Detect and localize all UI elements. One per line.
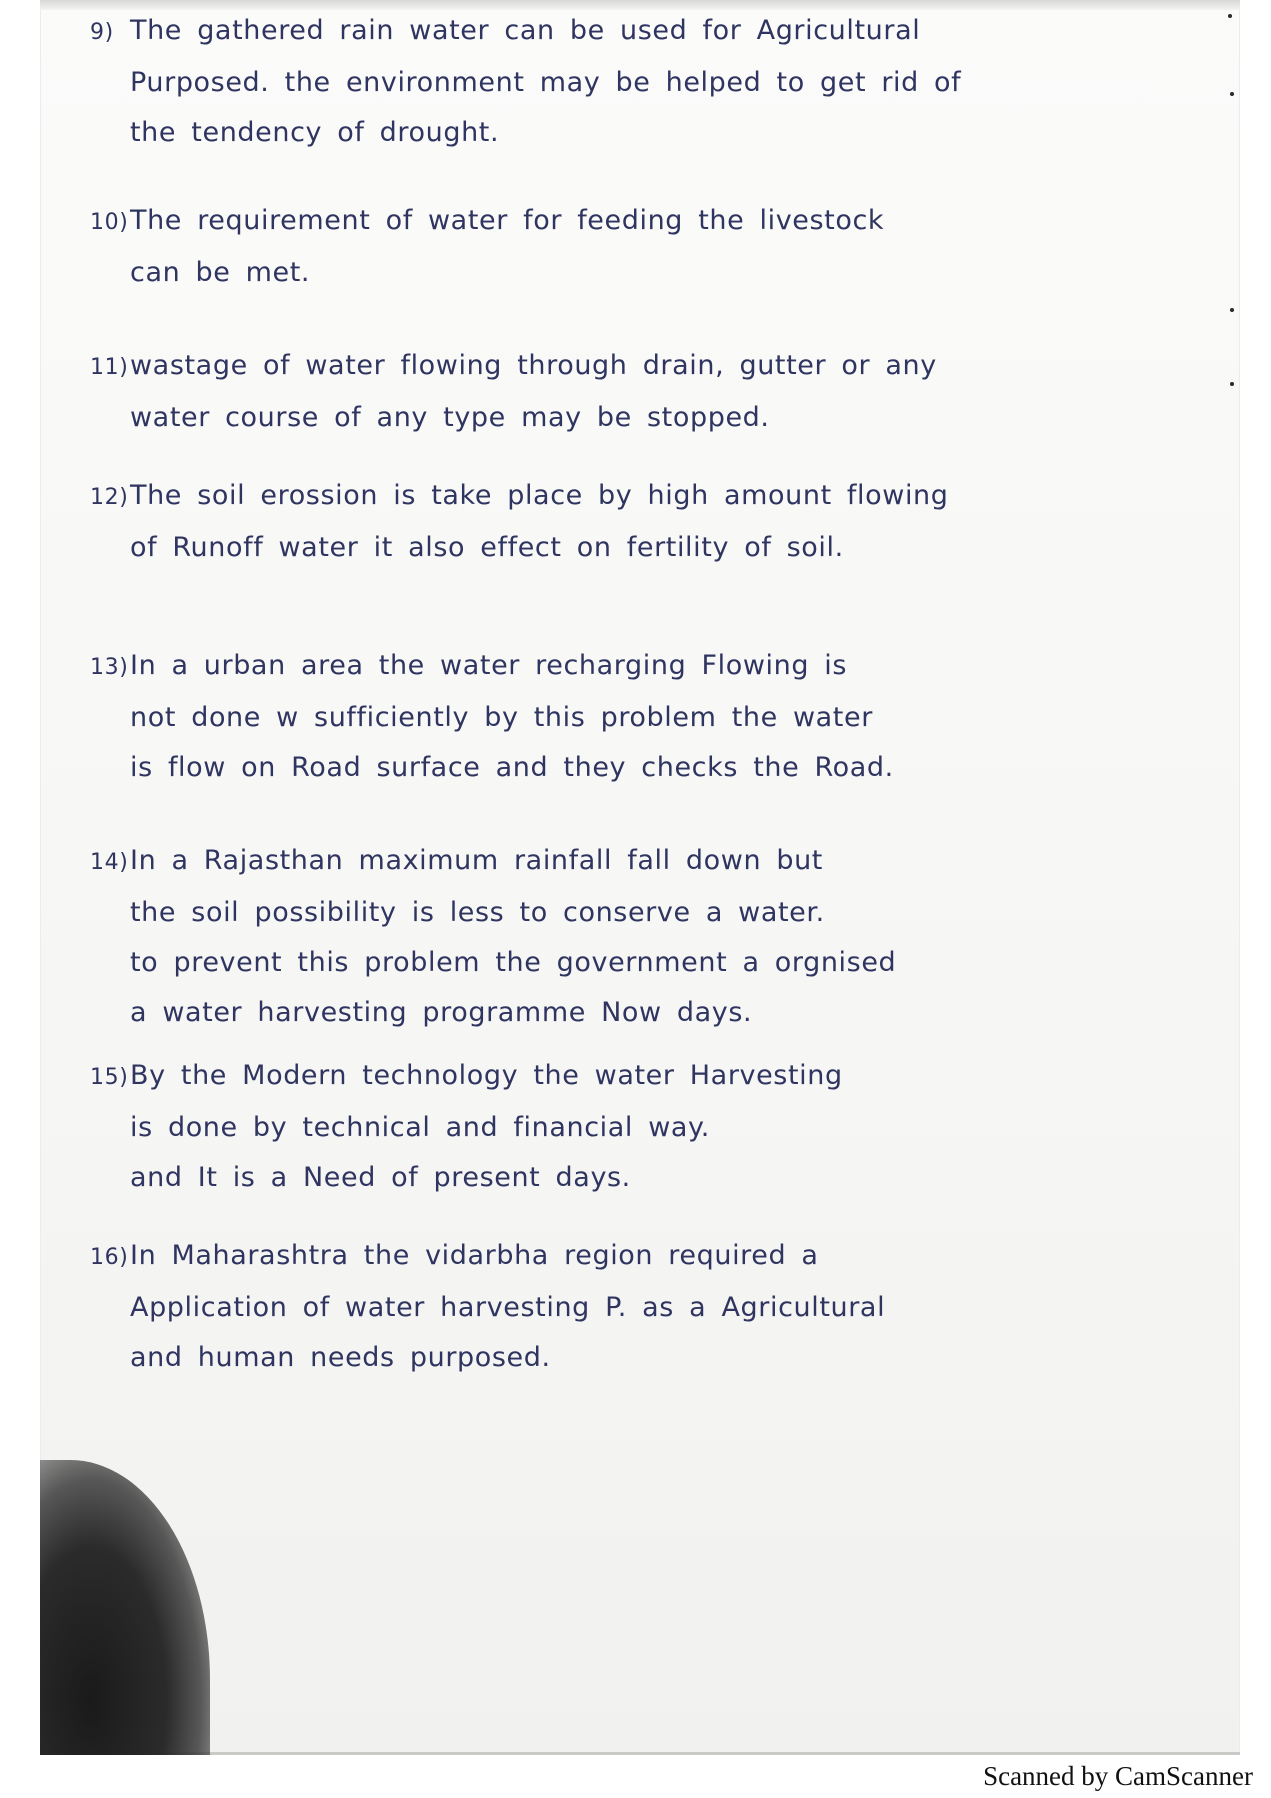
note-number: 13) (90, 655, 129, 680)
note-text-line: The soil erossion is take place by high amount flowing (130, 480, 949, 511)
note-text-line: In Maharashtra the vidarbha region required a (130, 1240, 819, 1271)
scan-shadow (40, 1460, 210, 1755)
note-number: 15) (90, 1065, 129, 1090)
note-13 (90, 641, 1230, 793)
note-14 (90, 836, 1230, 1038)
margin-dot (1230, 308, 1234, 312)
note-16 (90, 1231, 1230, 1383)
note-number: 9) (90, 20, 114, 45)
note-text-line: The requirement of water for feeding the livestock (130, 205, 885, 236)
note-11 (90, 341, 1230, 443)
note-text-line: The gathered rain water can be used for Agricultural (130, 15, 921, 46)
scanned-page (40, 0, 1240, 1755)
note-number: 12) (90, 485, 129, 510)
note-text-line: the tendency of drought. (130, 117, 500, 148)
note-text-line: is flow on Road surface and they checks the Road. (130, 752, 894, 783)
note-text-line: is done by technical and financial way. (130, 1112, 710, 1143)
note-text-line: the soil possibility is less to conserve a water. (130, 897, 825, 928)
note-number: 10) (90, 210, 129, 235)
margin-dot (1230, 92, 1234, 96)
note-text-line: By the Modern technology the water Harvesting (130, 1060, 843, 1091)
note-text-line: of Runoff water it also effect on fertility of soil. (130, 532, 844, 563)
note-15 (90, 1051, 1230, 1203)
note-text-line: In a Rajasthan maximum rainfall fall down but (130, 845, 823, 876)
note-text-line: not done w sufficiently by this problem the water (130, 702, 873, 733)
note-text-line: wastage of water flowing through drain, gutter or any (130, 350, 937, 381)
camscanner-watermark: Scanned by CamScanner (983, 1761, 1253, 1791)
note-number: 11) (90, 355, 129, 380)
note-10 (90, 196, 1230, 298)
note-text-line: water course of any type may be stopped. (130, 402, 770, 433)
note-12 (90, 471, 1230, 573)
note-text-line: Application of water harvesting P. as a Agricultural (130, 1292, 886, 1323)
note-text-line: a water harvesting programme Now days. (130, 997, 753, 1028)
note-text-line: to prevent this problem the government a orgnised (130, 947, 897, 978)
note-text-line: and It is a Need of present days. (130, 1162, 631, 1193)
note-9 (90, 6, 1230, 158)
note-text-line: Purposed. the environment may be helped to get rid of (130, 67, 962, 98)
note-text-line: In a urban area the water recharging Flowing is (130, 650, 848, 681)
margin-dot (1228, 14, 1232, 18)
note-number: 14) (90, 850, 129, 875)
margin-dot (1230, 382, 1234, 386)
note-number: 16) (90, 1245, 129, 1270)
note-text-line: can be met. (130, 257, 311, 288)
note-text-line: and human needs purposed. (130, 1342, 551, 1373)
